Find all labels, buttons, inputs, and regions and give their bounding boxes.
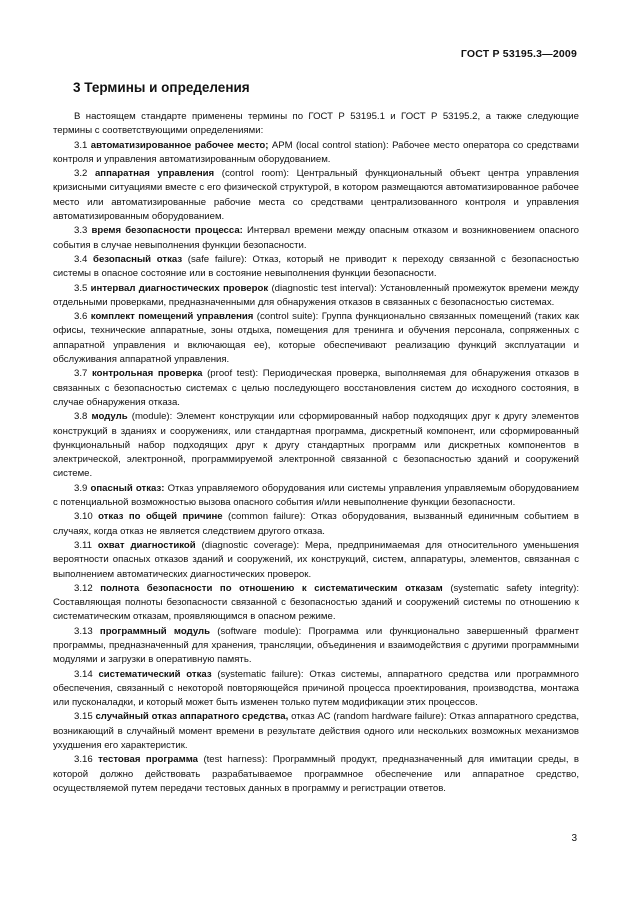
term-definition: отказ АС (random hardware failure): Отказ аппаратного средства, возникающий в случайный момент времени в результате действия одного или нескольких возможных механизмов ухудшения его характеристик.: [53, 711, 579, 752]
term-definition: (control room): Центральный функциональный объект центра управления кризисными ситуациями вместе с его физической структурой, в котором размещаются автоматизированное рабочее место или автоматизированные рабочие места со средствами централизованного контроля и управления автоматизированным оборудованием.: [53, 168, 580, 223]
term-name: безопасный отказ: [93, 253, 183, 265]
term-name: время безопасности процесса:: [91, 225, 243, 237]
term-entry: [53, 710, 579, 753]
term-number: 3.14: [74, 668, 93, 680]
term-definition: (module): Элемент конструкции или сформированный набор подходящих друг к другу элементов конструкций в зданиях и сооружениях, или стандартная программа, дискретный компонент, или сформированный функциональный набор подходящих друг к другу стандартных программ или дискретных компонентов в электрической, электронной, программируемой электронной связанной с безопасностью зданий и сооружений системе.: [53, 411, 579, 480]
term-definition: (test harness): Программный продукт, предназначенный для имитации среды, в которой должно действовать разрабатываемое программное обеспечение или аппаратное средство, осуществляемой путем передачи тестовых данных в программу и регистрации ответов.: [53, 754, 580, 794]
section-body: [53, 110, 579, 796]
term-name: комплект помещений управления: [90, 311, 254, 323]
term-entry: [53, 668, 579, 711]
term-number: 3.4: [74, 253, 88, 265]
term-definition: (systematic safety integrity): Составляющая полноты безопасности связанной с безопасностью зданий и сооружений системы по отношению к систематическим отказам, проявляющимся в опасном режиме.: [53, 582, 579, 623]
term-name: тестовая программа: [98, 754, 199, 766]
term-number: 3.6: [74, 311, 88, 323]
term-name: программный модуль: [99, 625, 211, 637]
term-definition: Интервал времени между опасным отказом и возникновением опасного события в случае невыполнения функции безопасности.: [53, 225, 580, 251]
term-name: опасный отказ:: [90, 482, 165, 494]
term-name: модуль: [91, 411, 128, 423]
term-number: 3.9: [74, 482, 88, 494]
term-entry: [53, 510, 579, 539]
term-name: систематический отказ: [98, 668, 212, 680]
term-entry: [53, 753, 579, 796]
section-title: 3 Термины и определения: [73, 80, 250, 95]
term-number: 3.3: [74, 225, 88, 237]
term-name: отказ по общей причине: [98, 511, 223, 523]
term-number: 3.1: [74, 139, 88, 151]
term-number: 3.8: [74, 411, 88, 423]
term-definition: (systematic failure): Отказ системы, аппаратного средства или программного обеспечения, связанный с некоторой повторяющейся причиной процесса проектирования, производства, монтажа или пусконаладки, и который может быть изменен только путем модификации этих процессов.: [53, 668, 579, 709]
term-number: 3.5: [74, 282, 88, 294]
term-definition: (diagnostic coverage): Мера, предпринимаемая для относительного уменьшения вероятности опасных отказов зданий и сооружений, их конструкций, систем, аппаратуры, элементов, связанная с выполнением автоматических диагностических проверок.: [53, 539, 580, 580]
term-number: 3.12: [74, 582, 93, 594]
term-entry: [53, 625, 579, 668]
page-number: 3: [571, 833, 577, 844]
term-name: полнота безопасности по отношению к систематическим отказам: [100, 582, 443, 594]
term-definition: АРМ (local control station): Рабочее место оператора со средствами контроля и управления автоматизированным оборудованием.: [53, 139, 579, 165]
term-entry: [53, 367, 579, 410]
term-name: автоматизированное рабочее место;: [90, 139, 269, 151]
term-name: аппаратная управления: [94, 168, 215, 180]
term-entry: [53, 224, 579, 253]
term-definition: (diagnostic test interval): Установленный промежуток времени между отдельными проверками, предназначенными для обнаружения отказов в связанных с безопасностью системах.: [53, 282, 579, 308]
term-number: 3.15: [74, 711, 93, 723]
term-entry: [53, 282, 579, 311]
term-name: контрольная проверка: [91, 368, 203, 380]
term-definition: (proof test): Периодическая проверка, выполняемая для обнаружения отказов в связанных с безопасностью системах с целью последующего восстановления систем до исходного состояния, в случае обнаружения отказа.: [53, 368, 580, 408]
term-entry: [53, 253, 579, 282]
term-name: случайный отказ аппаратного средства,: [95, 711, 289, 723]
term-name: интервал диагностических проверок: [90, 282, 269, 294]
terms-list: [53, 139, 579, 797]
term-definition: (software module): Программа или функционально завершенный фрагмент программы, предназначенный для хранения, трансляции, объединения и взаимодействия с другими программными модулями и загрузки в оперативную память.: [53, 625, 579, 666]
term-number: 3.7: [74, 368, 88, 380]
term-definition: (safe failure): Отказ, который не приводит к переходу связанной с безопасностью системы в опасное состояние или в состояние невыполнения функции безопасности.: [53, 253, 579, 280]
term-number: 3.2: [74, 168, 88, 180]
term-entry: [53, 310, 579, 367]
term-entry: [53, 539, 579, 582]
term-number: 3.11: [74, 539, 92, 551]
term-number: 3.10: [74, 511, 93, 523]
term-number: 3.16: [74, 754, 93, 766]
intro-paragraph: В настоящем стандарте применены термины по ГОСТ Р 53195.1 и ГОСТ Р 53195.2, а также следующие термины с соответствующими определениями:: [53, 111, 579, 137]
term-entry: [53, 167, 579, 224]
term-definition: Отказ управляемого оборудования или системы управления управляемым оборудованием с потенциальной возможностью вызова опасного события и/или невыполнение функции безопасности.: [53, 482, 580, 509]
standard-header: ГОСТ Р 53195.3—2009: [460, 48, 577, 60]
term-entry: [53, 582, 579, 625]
term-number: 3.13: [74, 625, 93, 637]
term-entry: [53, 139, 579, 168]
term-definition: (common failure): Отказ оборудования, вызванный единичным событием в случаях, когда отказ не является следствием другого отказа.: [53, 511, 579, 537]
term-name: охват диагностикой: [97, 539, 196, 551]
term-definition: (control suite): Группа функционально связанных помещений (таких как офисы, технические аппаратные, зоны отдыха, помещения для тренинга и обучения персонала, сопряженных с аппаратной управления и включающая ее), которые обеспечивают реализацию функций эксплуатации и обслуживания аппаратной управления.: [53, 311, 580, 366]
term-entry: [53, 482, 579, 511]
term-entry: [53, 410, 579, 481]
